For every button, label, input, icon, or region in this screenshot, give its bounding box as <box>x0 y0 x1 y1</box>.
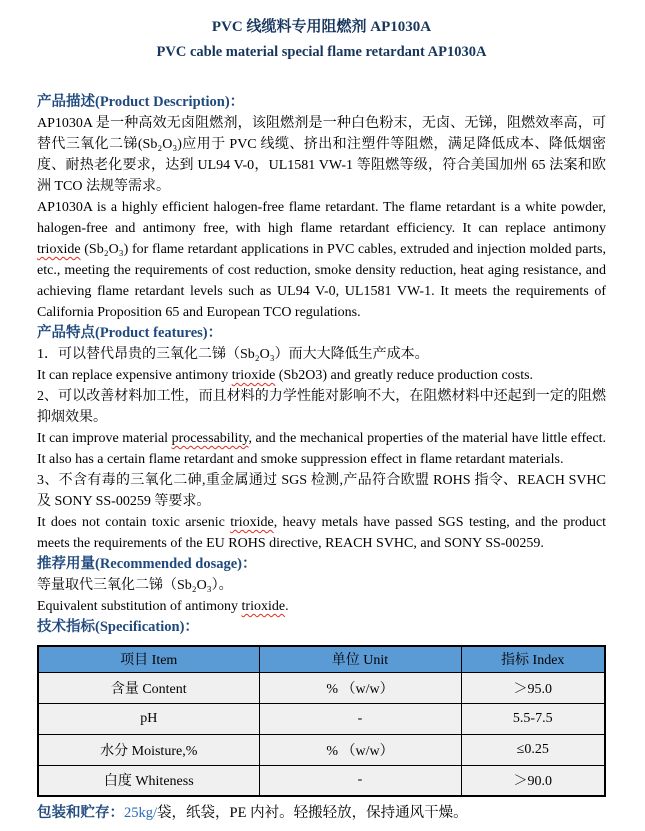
cell-item: 白度 Whiteness <box>38 765 259 796</box>
text-segment: , heavy metals have passed SGS testing, and the product meets the requirements of the EU ROHS directive, REACH SVHC, and SONY SS-00259. <box>37 515 606 551</box>
cell-item: pH <box>38 703 259 734</box>
table-row <box>38 765 605 796</box>
section-heading-specification: 技术指标(Specification)： <box>37 619 199 635</box>
dosage-paragraph-en <box>37 596 606 617</box>
misspelled-word: trioxide <box>37 242 81 257</box>
product-description-paragraph-en <box>37 197 606 323</box>
text-segment: , and the mechanical properties of the material have little effect. It also has a certain flame retardant and smoke suppression effect in flame retardant materials. <box>37 431 606 467</box>
cell-unit: - <box>259 765 461 796</box>
feature-3-en <box>37 512 606 554</box>
text-segment: AP1030A is a highly efficient halogen-free flame retardant. The flame retardant is a white powder, halogen-free and antimony free, with high flame retardant efficiency. It can replace antimony <box>37 200 606 236</box>
cell-index: ＞90.0 <box>461 765 605 796</box>
product-description-paragraph-zh: AP1030A 是一种高效无卤阻燃剂，该阻燃剂是一种白色粉末，无卤、无锑，阻燃效率高，可替代三氧化二锑(Sb₂O₃)应用于 PVC 线缆、挤出和注塑件等阻燃，满足降低成本、降低烟密度、耐热老化要求，达到 UL94 V-0，UL1581 VW-1 等阻燃等级，符合美国加州 65 法案和欧洲 TCO 法规等需求。 <box>37 116 606 194</box>
column-header-index: 指标 Index <box>461 646 605 672</box>
misspelled-word: trioxide <box>231 368 276 383</box>
column-header-unit: 单位 Unit <box>259 646 461 672</box>
cell-unit: % （w/w） <box>259 672 461 703</box>
cell-index: ＞95.0 <box>461 672 605 703</box>
packing-quantity: 25kg/ <box>124 805 158 821</box>
text-segment: . <box>285 599 289 614</box>
misspelled-word: processability <box>171 431 249 446</box>
specification-table <box>37 645 606 797</box>
feature-2-en <box>37 428 606 470</box>
section-heading-recommended-dosage: 推荐用量(Recommended dosage)： <box>37 556 257 572</box>
doc-title-en: PVC cable material special flame retardant AP1030A <box>156 44 487 60</box>
column-header-item: 项目 Item <box>38 646 259 672</box>
packing-storage-text: 袋，纸袋，PE 内衬。轻搬轻放，保持通风干燥。 <box>157 805 468 821</box>
misspelled-word: trioxide <box>241 599 286 614</box>
cell-unit: % （w/w） <box>259 734 461 765</box>
cell-item: 含量 Content <box>38 672 259 703</box>
packing-storage-colon: ： <box>109 805 124 821</box>
text-segment: It can improve material <box>37 431 172 446</box>
packing-storage-label: 包装和贮存 <box>37 805 110 821</box>
text-segment: It does not contain toxic arsenic <box>37 515 231 530</box>
misspelled-word: trioxide <box>230 515 274 530</box>
cell-item: 水分 Moisture,% <box>38 734 259 765</box>
text-segment: Equivalent substitution of antimony <box>37 599 242 614</box>
table-header-row <box>38 646 605 672</box>
feature-1-zh: 1．可以替代昂贵的三氧化二锑（Sb₂O₃）而大大降低生产成本。 <box>37 347 429 362</box>
cell-index: ≤0.25 <box>461 734 605 765</box>
feature-1-en <box>37 365 606 386</box>
doc-title-zh: PVC 线缆料专用阻燃剂 AP1030A <box>211 19 432 35</box>
cell-index: 5.5-7.5 <box>461 703 605 734</box>
table-row <box>38 734 605 765</box>
text-segment: It can replace expensive antimony <box>37 368 232 383</box>
cell-unit: - <box>259 703 461 734</box>
table-row <box>38 703 605 734</box>
feature-2-zh: 2、可以改善材料加工性，而且材料的力学性能对影响不大，在阻燃材料中还起到一定的阻燃抑烟效果。 <box>37 389 606 425</box>
section-heading-product-description: 产品描述(Product Description)： <box>37 94 245 110</box>
text-segment: (Sb2O3) and greatly reduce production costs. <box>275 368 534 383</box>
table-row <box>38 672 605 703</box>
text-segment: (Sb₂O₃) for flame retardant applications in PVC cables, extruded and injection molded parts, etc., meeting the requirements of cost reduction, smoke density reduction, heat aging resistance, and achieving flame retardant levels such as UL94 V-0, UL1581 VW-1. It meets the requirements of California Proposition 65 and European TCO regulations. <box>37 242 606 320</box>
dosage-paragraph-zh: 等量取代三氧化二锑（Sb₂O₃）。 <box>37 578 233 593</box>
section-heading-product-features: 产品特点(Product features)： <box>37 325 223 341</box>
feature-3-zh: 3、不含有毒的三氧化二砷,重金属通过 SGS 检测,产品符合欧盟 ROHS 指令、REACH SVHC 及 SONY SS-00259 等要求。 <box>37 473 606 509</box>
packing-storage-line <box>37 802 606 824</box>
